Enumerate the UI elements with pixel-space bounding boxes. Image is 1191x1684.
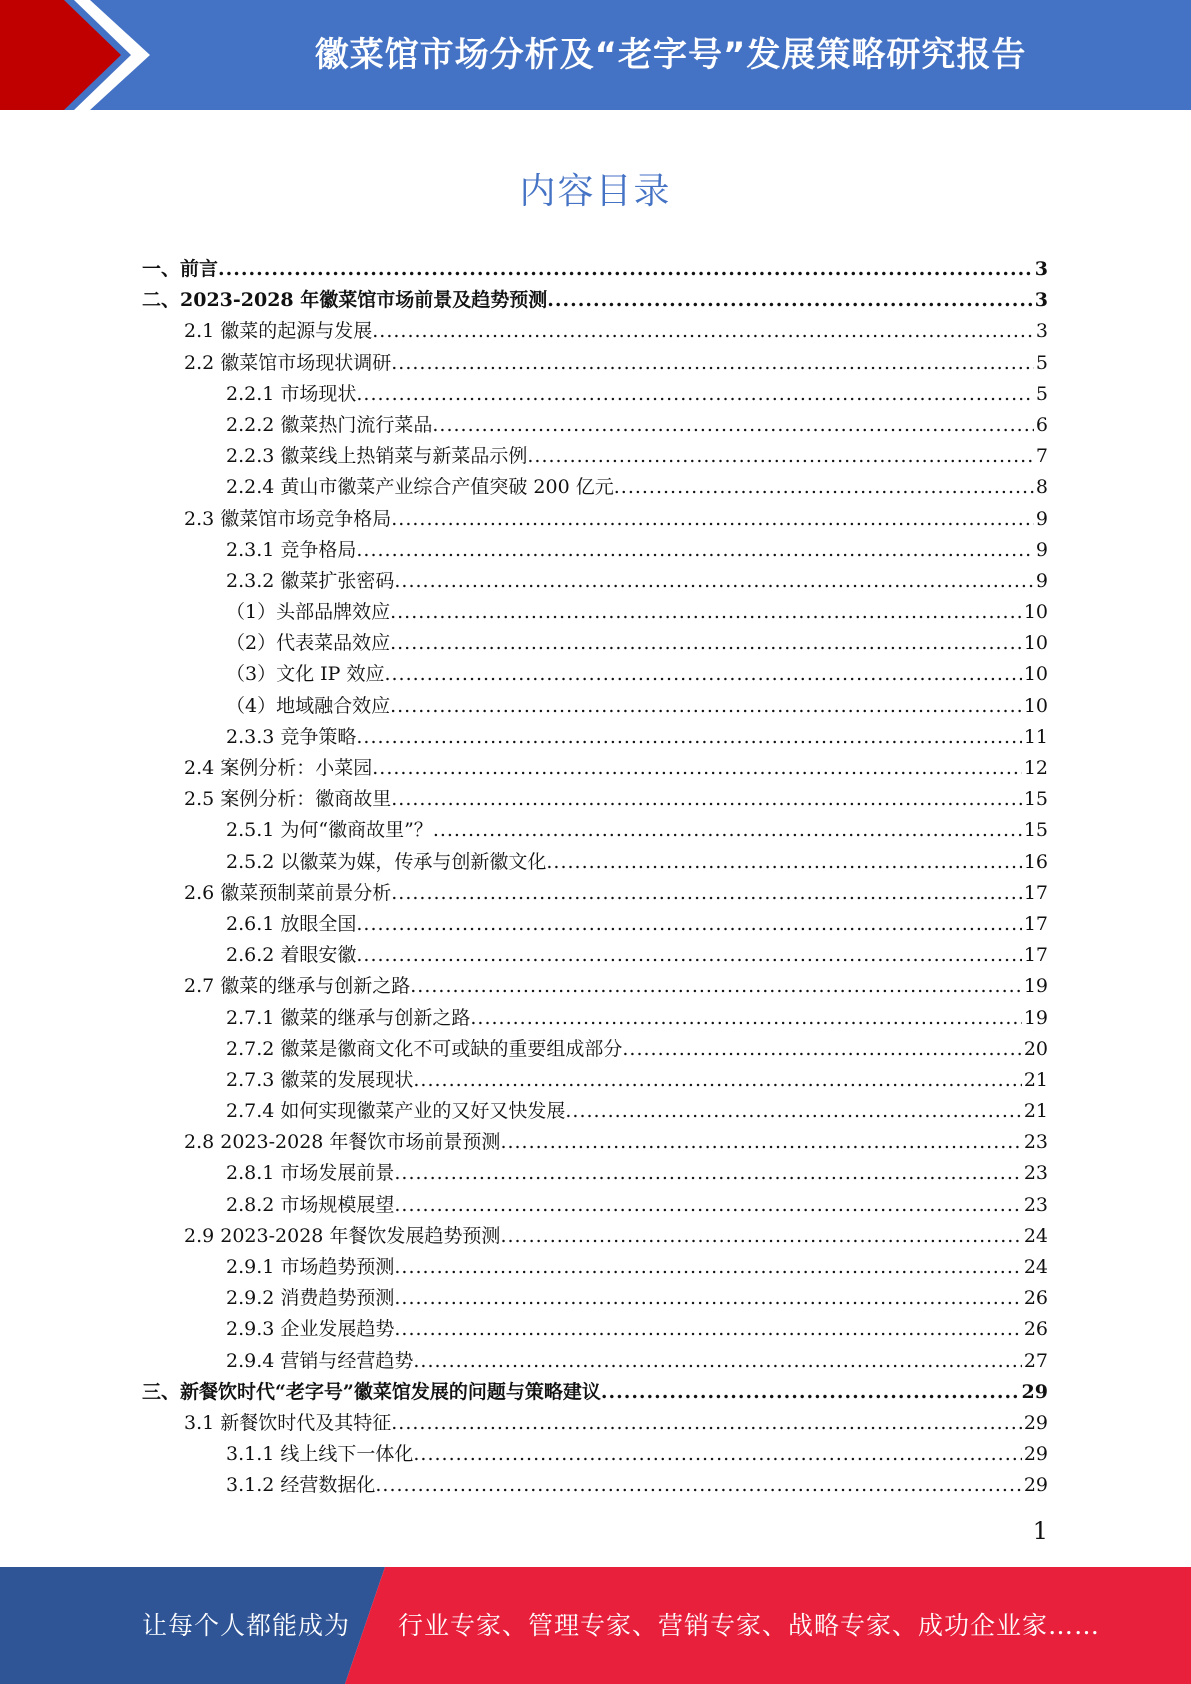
toc-entry[interactable] xyxy=(142,535,1048,566)
toc-entry[interactable] xyxy=(142,472,1048,503)
toc-entry-label: 3.1.2 经营数据化 xyxy=(226,1474,376,1497)
toc-entry-label: 3.1 新餐饮时代及其特征 xyxy=(184,1411,392,1434)
toc-entry-label: 2.7.4 如何实现徽菜产业的又好又快发展 xyxy=(226,1100,566,1123)
toc-dot-leader xyxy=(391,1412,1022,1434)
toc-entry-label: 2.5.1 为何“徽商故里”？ xyxy=(226,819,433,842)
toc-dot-leader xyxy=(413,1443,1021,1465)
toc-entry-label: 2.9.3 企业发展趋势 xyxy=(226,1318,395,1341)
toc-entry-label: （2）代表菜品效应 xyxy=(226,632,391,655)
toc-entry-page: 3 xyxy=(1034,258,1048,280)
toc-entry-page: 9 xyxy=(1035,538,1048,561)
footer-slogan-left: 让每个人都能成为 xyxy=(142,1611,351,1640)
toc-entry[interactable] xyxy=(142,691,1048,722)
toc-entry-page: 20 xyxy=(1023,1037,1048,1060)
toc-entry-page: 3 xyxy=(1035,320,1048,343)
toc-entry[interactable] xyxy=(142,1003,1048,1034)
toc-entry-label: 2.6 徽菜预制菜前景分析 xyxy=(184,881,392,904)
toc-entry[interactable] xyxy=(142,379,1048,410)
toc-entry-page: 17 xyxy=(1023,912,1048,935)
toc-entry-label: 2.5 案例分析：徽商故里 xyxy=(184,788,392,811)
toc-entry-label: 2.7.1 徽菜的继承与创新之路 xyxy=(226,1006,471,1029)
toc-entry[interactable] xyxy=(142,1127,1048,1158)
toc-entry-label: 2.9.4 营销与经营趋势 xyxy=(226,1349,414,1372)
toc-entry[interactable] xyxy=(142,1065,1048,1096)
toc-entry-label: 2.4 案例分析：小菜园 xyxy=(184,757,373,779)
toc-dot-leader xyxy=(394,1287,1021,1309)
table-of-contents xyxy=(142,254,1048,1502)
toc-entry[interactable] xyxy=(142,784,1048,815)
toc-dot-leader xyxy=(390,632,1022,654)
toc-entry-page: 29 xyxy=(1023,1411,1048,1434)
toc-entry[interactable] xyxy=(142,753,1048,784)
toc-entry-page: 23 xyxy=(1023,1193,1048,1216)
toc-entry-label: 2.7.3 徽菜的发展现状 xyxy=(226,1068,414,1091)
toc-dot-leader xyxy=(547,289,1033,311)
toc-dot-leader xyxy=(394,570,1034,592)
toc-entry-label: 2.8 2023-2028 年餐饮市场前景预测 xyxy=(184,1131,501,1154)
toc-dot-leader xyxy=(391,882,1022,904)
toc-dot-leader xyxy=(601,1381,1020,1403)
report-title: 徽菜馆市场分析及“老字号”发展策略研究报告 xyxy=(314,35,1027,75)
toc-entry-page: 24 xyxy=(1023,1224,1048,1247)
toc-dot-leader xyxy=(356,944,1021,966)
toc-entry[interactable] xyxy=(142,504,1048,535)
toc-entry-label: （1）头部品牌效应 xyxy=(226,601,391,624)
toc-dot-leader xyxy=(218,258,1033,280)
toc-entry-page: 26 xyxy=(1023,1318,1048,1341)
toc-entry-label: 2.2.2 徽菜热门流行菜品 xyxy=(226,413,433,436)
toc-entry-page: 3 xyxy=(1034,289,1048,312)
toc-dot-leader xyxy=(413,1350,1021,1372)
toc-entry-label: 2.8.1 市场发展前景 xyxy=(226,1162,395,1185)
toc-dot-leader xyxy=(372,757,1022,779)
toc-entry-label: 2.3.3 竞争策略 xyxy=(226,725,357,748)
toc-entry[interactable] xyxy=(142,597,1048,628)
toc-entry-page: 9 xyxy=(1035,507,1048,530)
toc-dot-leader xyxy=(410,975,1022,997)
toc-entry[interactable] xyxy=(142,348,1048,379)
toc-entry-page: 12 xyxy=(1023,757,1048,779)
toc-dot-leader xyxy=(390,601,1022,623)
toc-dot-leader xyxy=(470,1007,1021,1029)
toc-entry[interactable] xyxy=(142,1158,1048,1189)
toc-dot-leader xyxy=(565,1100,1021,1122)
toc-entry-label: 2.8.2 市场规模展望 xyxy=(226,1193,395,1216)
toc-entry-page: 10 xyxy=(1023,632,1048,655)
toc-entry[interactable] xyxy=(142,1470,1048,1501)
toc-entry[interactable] xyxy=(142,1346,1048,1377)
toc-entry-label: 3.1.1 线上线下一体化 xyxy=(226,1443,414,1466)
toc-dot-leader xyxy=(394,1194,1021,1216)
toc-entry-label: 2.9.2 消费趋势预测 xyxy=(226,1287,395,1310)
toc-dot-leader xyxy=(375,1474,1021,1496)
toc-entry-label: 二、2023-2028 年徽菜馆市场前景及趋势预测 xyxy=(142,289,548,312)
toc-dot-leader xyxy=(527,445,1034,467)
toc-dot-leader xyxy=(384,663,1021,685)
toc-entry[interactable] xyxy=(142,254,1048,285)
toc-entry-label: 2.3 徽菜馆市场竞争格局 xyxy=(184,507,392,530)
toc-entry-label: 2.7.2 徽菜是徽商文化不可或缺的重要组成部分 xyxy=(226,1037,623,1060)
toc-entry[interactable] xyxy=(142,1034,1048,1065)
toc-dot-leader xyxy=(356,726,1021,748)
toc-entry[interactable] xyxy=(142,1252,1048,1283)
toc-entry-page: 5 xyxy=(1035,382,1048,405)
toc-dot-leader xyxy=(356,383,1034,405)
toc-dot-leader xyxy=(356,539,1034,561)
toc-entry-label: 2.2.4 黄山市徽菜产业综合产值突破 200 亿元 xyxy=(226,476,614,499)
toc-dot-leader xyxy=(394,1256,1021,1278)
toc-entry-page: 10 xyxy=(1023,694,1048,717)
toc-entry[interactable] xyxy=(142,441,1048,472)
toc-entry[interactable] xyxy=(142,1314,1048,1345)
toc-entry[interactable] xyxy=(142,628,1048,659)
toc-entry-page: 19 xyxy=(1023,975,1048,998)
toc-entry-page: 15 xyxy=(1023,788,1048,811)
toc-dot-leader xyxy=(394,1318,1021,1340)
toc-entry[interactable] xyxy=(142,815,1048,846)
toc-entry-label: 2.6.2 着眼安徽 xyxy=(226,944,357,967)
toc-entry-page: 26 xyxy=(1023,1287,1048,1310)
toc-entry[interactable] xyxy=(142,1439,1048,1470)
toc-entry-label: 2.3.1 竞争格局 xyxy=(226,538,357,561)
toc-entry-page: 29 xyxy=(1023,1443,1048,1466)
toc-entry-page: 27 xyxy=(1023,1349,1048,1372)
toc-dot-leader xyxy=(391,788,1022,810)
toc-entry-label: 2.2.3 徽菜线上热销菜与新菜品示例 xyxy=(226,445,528,468)
toc-entry-page: 21 xyxy=(1023,1068,1048,1091)
toc-dot-leader xyxy=(500,1225,1021,1247)
toc-entry-label: 2.2 徽菜馆市场现状调研 xyxy=(184,351,392,374)
toc-entry-page: 5 xyxy=(1035,351,1048,374)
toc-dot-leader xyxy=(433,819,1022,841)
toc-entry-page: 17 xyxy=(1023,881,1048,904)
toc-entry-page: 7 xyxy=(1035,445,1048,468)
header-arrow-decoration xyxy=(0,0,160,110)
toc-dot-leader xyxy=(614,476,1034,498)
toc-dot-leader xyxy=(390,695,1022,717)
toc-entry-label: 2.7 徽菜的继承与创新之路 xyxy=(184,975,411,998)
page-number: 1 xyxy=(1032,1517,1048,1545)
toc-entry[interactable] xyxy=(142,847,1048,878)
toc-dot-leader xyxy=(372,320,1034,342)
toc-entry-label: 2.5.2 以徽菜为媒，传承与创新徽文化 xyxy=(226,850,547,873)
toc-dot-leader xyxy=(622,1038,1021,1060)
toc-entry-label: （3）文化 IP 效应 xyxy=(226,663,385,686)
footer-slogan-right: 行业专家、管理专家、营销专家、战略专家、成功企业家…… xyxy=(398,1611,1101,1640)
toc-dot-leader xyxy=(546,851,1021,873)
toc-entry[interactable] xyxy=(142,566,1048,597)
toc-entry-label: 三、新餐饮时代“老字号”徽菜馆发展的问题与策略建议 xyxy=(142,1380,601,1403)
toc-entry[interactable] xyxy=(142,1408,1048,1439)
toc-entry-page: 23 xyxy=(1023,1131,1048,1154)
toc-entry[interactable] xyxy=(142,285,1048,316)
report-header xyxy=(0,0,1191,110)
toc-dot-leader xyxy=(500,1131,1021,1153)
toc-entry[interactable] xyxy=(142,316,1048,347)
toc-entry-page: 15 xyxy=(1023,819,1048,842)
toc-dot-leader xyxy=(394,1162,1021,1184)
toc-dot-leader xyxy=(391,352,1034,374)
toc-entry-page: 8 xyxy=(1035,476,1048,499)
toc-dot-leader xyxy=(432,414,1034,436)
toc-entry[interactable] xyxy=(142,1190,1048,1221)
toc-entry[interactable] xyxy=(142,971,1048,1002)
toc-entry-label: 2.9 2023-2028 年餐饮发展趋势预测 xyxy=(184,1224,501,1247)
toc-entry[interactable] xyxy=(142,909,1048,940)
toc-entry[interactable] xyxy=(142,722,1048,753)
toc-entry-page: 10 xyxy=(1023,601,1048,624)
toc-heading: 内容目录 xyxy=(519,171,672,212)
toc-entry-page: 23 xyxy=(1023,1162,1048,1185)
toc-dot-leader xyxy=(413,1069,1021,1091)
toc-entry-page: 19 xyxy=(1023,1006,1048,1029)
toc-entry[interactable] xyxy=(142,1096,1048,1127)
toc-entry-label: （4）地域融合效应 xyxy=(226,694,391,717)
toc-entry[interactable] xyxy=(142,878,1048,909)
toc-entry[interactable] xyxy=(142,1283,1048,1314)
toc-entry-page: 29 xyxy=(1021,1380,1048,1403)
toc-entry-page: 21 xyxy=(1023,1100,1048,1123)
toc-dot-leader xyxy=(356,913,1021,935)
toc-entry-label: 2.6.1 放眼全国 xyxy=(226,912,357,935)
toc-entry[interactable] xyxy=(142,1221,1048,1252)
toc-entry-page: 9 xyxy=(1035,569,1048,592)
toc-entry-label: 2.1 徽菜的起源与发展 xyxy=(184,320,373,343)
toc-entry[interactable] xyxy=(142,659,1048,690)
toc-entry[interactable] xyxy=(142,410,1048,441)
toc-entry[interactable] xyxy=(142,940,1048,971)
toc-entry-page: 17 xyxy=(1023,944,1048,967)
toc-entry-label: 2.3.2 徽菜扩张密码 xyxy=(226,569,395,592)
toc-entry-page: 24 xyxy=(1023,1256,1048,1278)
toc-entry-page: 10 xyxy=(1023,663,1048,686)
toc-entry[interactable] xyxy=(142,1377,1048,1408)
toc-entry-page: 29 xyxy=(1023,1474,1048,1497)
toc-entry-label: 一、前言 xyxy=(142,258,219,280)
toc-dot-leader xyxy=(391,508,1034,530)
toc-entry-page: 16 xyxy=(1023,850,1048,873)
toc-entry-page: 6 xyxy=(1035,413,1048,436)
toc-entry-label: 2.9.1 市场趋势预测 xyxy=(226,1256,395,1278)
report-footer xyxy=(0,1567,1191,1684)
toc-entry-page: 11 xyxy=(1023,725,1048,748)
toc-entry-label: 2.2.1 市场现状 xyxy=(226,382,357,405)
